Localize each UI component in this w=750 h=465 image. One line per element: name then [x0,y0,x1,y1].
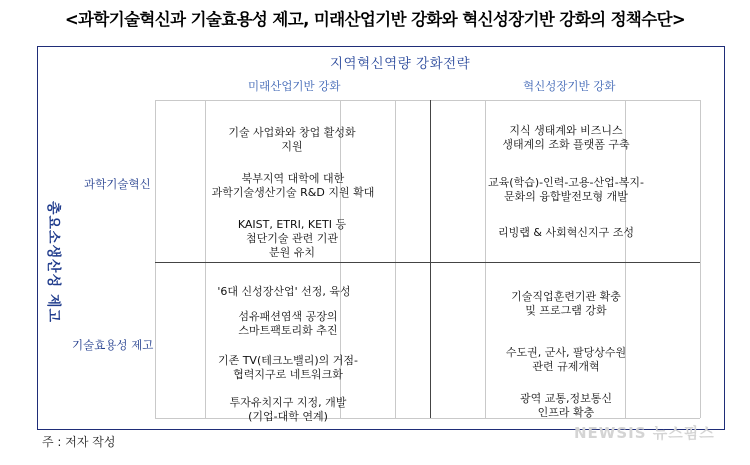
cell-line: 섬유패션염색 공장의 [238,310,338,323]
cell-line: (기업-대학 연계) [248,410,328,423]
cell-line: 관련 규제개혁 [532,360,600,373]
row-label-bottom: 기술효용성 제고 [72,338,154,352]
cell-line: '6대 신성장산업' 선정, 육성 [217,285,351,298]
cell-line: 수도권, 군사, 팔당상수원 [505,346,627,359]
cell-bl-1 [217,285,350,299]
diagram-top-header: 지역혁신역량 강화전략 [330,56,471,72]
grid-line [485,100,486,418]
cell-tr-3 [498,226,634,240]
cell-tr-2 [488,176,644,204]
grid-line [155,100,156,418]
cell-bl-4 [230,396,347,424]
cell-line: 북부지역 대학에 대한 [241,172,345,185]
cell-line: 기술 사업화와 창업 활성화 [228,126,356,139]
row-label-top: 과학기술혁신 [84,177,151,191]
cell-line: 문화의 융합발전모형 개발 [504,190,628,203]
cell-br-1 [511,290,621,318]
cell-tl-3 [238,218,346,260]
y-axis-label: 총요소생산성 제고 [45,200,61,324]
cell-bl-2 [238,310,337,338]
cell-line: 스마트팩토리화 추진 [238,324,338,337]
cell-line: 생태계의 조화 플랫폼 구축 [502,138,630,151]
cell-line: 리빙랩 & 사회혁신지구 조성 [498,226,634,239]
cell-br-2 [506,346,626,374]
cell-line: 투자유치지구 지정, 개발 [229,396,347,409]
cell-line: 광역 교통,정보통신 [519,392,613,405]
cell-line: 인프라 확충 [537,406,595,419]
source-note: 주 : 저자 작성 [42,435,116,449]
cell-line: 기술직업훈련기관 확충 [511,290,621,303]
quadrant-vertical-axis [430,100,431,418]
cell-tl-2 [212,172,375,200]
cell-line: 과학기술생산기술 R&D 지원 확대 [211,186,375,199]
cell-line: KAIST, ETRI, KETI 등 [237,218,347,231]
cell-line: 지원 [281,140,303,153]
cell-tl-1 [228,126,355,154]
cell-bl-3 [218,354,358,382]
quadrant-horizontal-axis [155,262,700,263]
cell-line: 및 프로그램 강화 [525,304,607,317]
cell-line: 지식 생태계와 비즈니스 [509,124,623,137]
cell-tr-1 [502,124,629,152]
cell-br-3 [520,392,612,420]
grid-line [700,100,701,418]
cell-line: 협력지구로 네트워크화 [233,368,343,381]
cell-line: 분원 유치 [268,246,316,259]
column-header-left: 미래산업기반 강화 [248,79,341,93]
cell-line: 교육(학습)-인력-고용-산업-복지- [488,176,644,189]
column-header-right: 혁신성장기반 강화 [523,79,616,93]
cell-line: 기존 TV(테크노밸리)의 거점- [217,354,359,367]
cell-line: 첨단기술 관련 기관 [245,232,339,245]
watermark: NEWSIS 뉴스핌스 [574,424,715,442]
chart-title: <과학기술혁신과 기술효용성 제고, 미래산업기반 강화와 혁신성장기반 강화의 정책수단> [64,10,686,29]
grid-line [395,100,396,418]
grid-line [155,100,700,101]
grid-line [205,100,206,418]
